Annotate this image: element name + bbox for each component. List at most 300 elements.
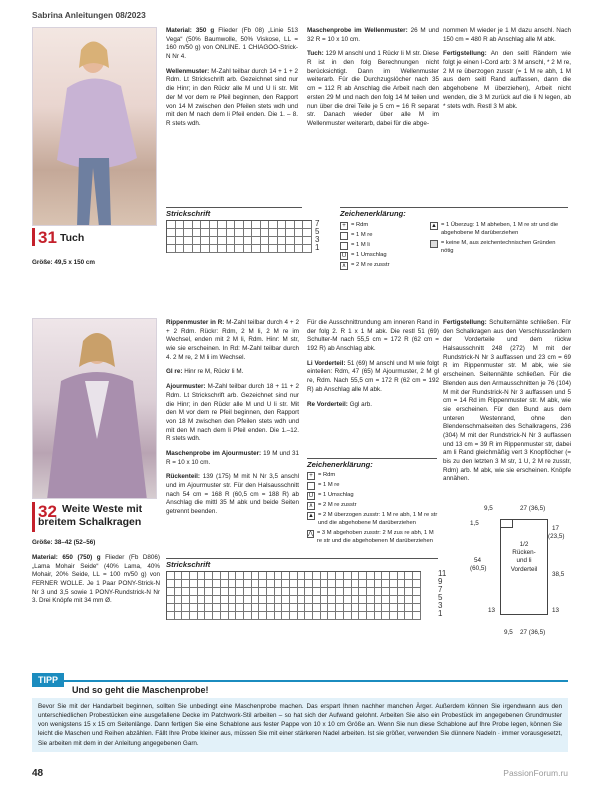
tip-body: Bevor Sie mit der Handarbeit beginnen, sollten Sie unbedingt eine Maschenprobe machen. Das erspart Ihnen nachher manchen Ärger. Außerdem können Sie irgendwann aus den unterschiedlichen Probestücken eine ausgefallene Decke im Patchwork-Stil arbeiten – so hat sich der Aufwand gelohnt. Arbeiten Sie also ein Probestück im angegebenen Grundmuster von wenigstens 15 x 15 cm Seitenlänge. Dann fertigen Sie eine Schablone aus fester Pappe von 10 x 10 cm Größe an. Wenn Sie nun diese Schablone auf Ihre Probe legen, können Sie leicht die Maschen und Reihen abzählen. Fällt Ihre Probe kleiner aus, müssen Sie mit einer stärkeren Nadel arbeiten. Ist sie größer, verwenden Sie dünnere Nadeln · immer vorausgesetzt, Sie arbeiten mit dem in der Anleitung angegebenen Garn. (32, 698, 568, 752)
stitch-cell (303, 237, 312, 245)
stitch-cell (278, 245, 287, 253)
stitch-cell (193, 245, 202, 253)
stitch-cell (290, 580, 298, 588)
stitch-cell (252, 596, 260, 604)
stitch-cell (210, 221, 219, 229)
stitch-chart-31 (166, 220, 312, 253)
stitch-cell (175, 612, 183, 620)
stitch-cell (190, 588, 198, 596)
stitch-cell (286, 237, 295, 245)
stitch-cell (286, 221, 295, 229)
stitch-cell (367, 604, 375, 612)
stitch-cell (182, 588, 190, 596)
stitch-cell (175, 580, 183, 588)
stitch-cell (244, 237, 253, 245)
stitch-cell (375, 604, 383, 612)
stitch-cell (336, 596, 344, 604)
legend-item: = keine M, aus zeichentechnischen Gründen nötig (430, 240, 568, 256)
stitch-cell (175, 596, 183, 604)
stitch-cell (267, 572, 275, 580)
stitch-cell (236, 572, 244, 580)
paragraph: Rückenteil: 139 (175) M mit N Nr 3,5 anschl und im Ajourmuster str. Für den Halsausschnitt nach 54 cm = 168 R (60,5 cm = 188 R) ab Anschlag die mittl 35 M abk und beide Seiten getrennt beenden. (166, 473, 299, 516)
stitch-cell (269, 237, 278, 245)
stitch-cell (321, 612, 329, 620)
stitch-cell (398, 596, 406, 604)
stitch-cell (275, 612, 283, 620)
stitch-cell (167, 612, 175, 620)
paragraph: Fertigstellung: Schulternähte schließen. Für den Schalkragen aus den Verschlussrändern der Vorderteile und dem rückw Halsausschnitt 248 (272) M mit der Rundstrick-N Nr 3 auffassen und 23 cm = 69 R im Rippenmuster str. M abk, wie sie erscheinen. Seitennähte schließen. Für die Blenden aus den Armausschnitten je 76 (104) M mit der Rundstrick-N Nr 3 auffassen und 5 cm = 14 Rd im Rippenmuster str. M abk, wie sie erscheinen. Für den Bund aus dem unteren Westenrand, ohne den Blendenschmalseiten des Schalkragens, 236 (304) M mit der Rundstrick-N Nr 3 auffassen und 13 cm = 39 R im Rippenmuster str, dabei am li Rand gleichmäßig vert 3 Knopflöcher (= bis zu den letzten 3 M str, 1 U, 2 M re zusstr, Rdm) arb. M abk, wie sie erscheinen. Knöpfe annähen. (443, 319, 571, 483)
stitch-cell (282, 572, 290, 580)
stitch-cell (413, 588, 421, 596)
stitch-cell (375, 580, 383, 588)
stitch-cell (390, 604, 398, 612)
material-block (32, 554, 160, 612)
stitch-cell (221, 572, 229, 580)
stitch-cell (305, 580, 313, 588)
stitch-cell (305, 572, 313, 580)
stitch-cell (290, 604, 298, 612)
divider (166, 558, 438, 559)
tip-title: Und so geht die Maschenprobe! (72, 685, 209, 695)
stitch-cell (382, 596, 390, 604)
stitch-cell (328, 596, 336, 604)
stitch-cell (321, 596, 329, 604)
stitch-cell (205, 580, 213, 588)
stitch-cell (267, 604, 275, 612)
stitch-cell (267, 612, 275, 620)
stitch-cell (261, 237, 270, 245)
stitch-cell (328, 612, 336, 620)
stitch-cell (167, 237, 176, 245)
red-marker (32, 502, 35, 532)
stitch-cell (229, 580, 237, 588)
stitch-cell (167, 572, 175, 580)
stitch-cell (390, 596, 398, 604)
stitch-cell (286, 245, 295, 253)
stitch-cell (282, 588, 290, 596)
stitch-cell (210, 229, 219, 237)
stitch-cell (190, 612, 198, 620)
stitch-cell (305, 588, 313, 596)
stitch-cell (352, 612, 360, 620)
stitch-cell (213, 612, 221, 620)
stitch-cell (398, 580, 406, 588)
stitch-cell (213, 588, 221, 596)
stitch-cell (184, 237, 193, 245)
stitch-cell (259, 604, 267, 612)
stitch-cell (261, 221, 270, 229)
stitch-cell (175, 588, 183, 596)
stitch-cell (244, 572, 252, 580)
schema-label: 1/2 Rücken- und li Vorderteil (510, 541, 538, 573)
divider (307, 458, 437, 459)
stitch-cell (236, 596, 244, 604)
stitch-cell (390, 588, 398, 596)
legend-item: ⋀ = 3 M abgehoben zusstr: 2 M zus re abh, 1 M re str und die abgehobenen M darüberziehen (308, 529, 434, 544)
stitch-cell (275, 588, 283, 596)
item31-column-2 (307, 27, 439, 135)
stitch-cell (359, 588, 367, 596)
stitch-cell (375, 596, 383, 604)
stitch-cell (321, 604, 329, 612)
stitch-cell (275, 580, 283, 588)
stitch-cell (190, 572, 198, 580)
stitch-cell (278, 229, 287, 237)
chart-title: Strickschrift (166, 560, 211, 569)
stitch-cell (236, 588, 244, 596)
stitch-cell (413, 572, 421, 580)
stitch-cell (313, 580, 321, 588)
stitch-cell (282, 604, 290, 612)
stitch-cell (244, 588, 252, 596)
stitch-cell (213, 596, 221, 604)
stitch-cell (176, 221, 185, 229)
stitch-cell (336, 580, 344, 588)
legend-list-2 (430, 222, 568, 258)
tip-badge: TIPP (32, 673, 64, 687)
stitch-grid (166, 220, 312, 253)
stitch-cell (375, 588, 383, 596)
stitch-cell (235, 245, 244, 253)
paragraph: Für die Ausschnittrundung am inneren Rand in der folg 2. R 1 x 1 M abk. Die restl 51 (69) Schulter-M nach 55,5 cm = 172 R (62 cm = 192 R) ab Anschlag abk. (307, 319, 439, 353)
legend-item: ▲ = 1 Überzug: 1 M abheben, 1 M re str und die abgehobene M darüberziehen (431, 222, 559, 236)
row-numbers: 7 5 3 1 (315, 219, 320, 252)
stitch-cell (290, 596, 298, 604)
stitch-cell (259, 596, 267, 604)
stitch-cell (295, 221, 304, 229)
stitch-cell (252, 604, 260, 612)
stitch-cell (303, 221, 312, 229)
stitch-cell (295, 237, 304, 245)
stitch-cell (298, 572, 306, 580)
stitch-cell (205, 612, 213, 620)
stitch-cell (198, 572, 206, 580)
item-title-line2: breitem Schalkragen (38, 516, 142, 528)
stitch-cell (313, 604, 321, 612)
stitch-cell (176, 229, 185, 237)
stitch-cell (229, 588, 237, 596)
stitch-cell (398, 572, 406, 580)
paragraph: nommen M wieder je 1 M dazu anschl. Nach 150 cm = 480 R ab Anschlag alle M abk. (443, 27, 571, 43)
legend-item: ∧ = 2 M re zusstr (341, 262, 390, 269)
stitch-cell (352, 572, 360, 580)
legend-list (307, 472, 439, 548)
stitch-cell (176, 237, 185, 245)
stitch-cell (227, 229, 236, 237)
stitch-cell (344, 612, 352, 620)
stitch-cell (193, 229, 202, 237)
stitch-cell (298, 604, 306, 612)
stitch-cell (328, 580, 336, 588)
stitch-cell (229, 596, 237, 604)
stitch-cell (244, 221, 253, 229)
stitch-cell (367, 596, 375, 604)
schematic-diagram: 9,5 27 (36,5) 17 (23,5) 1,5 54 (60,5) 38,5 1/2 Rücken- und li Vorderteil 13 13 9,5 27 (36,5) (470, 505, 565, 636)
stitch-cell (184, 229, 193, 237)
stitch-cell (252, 237, 261, 245)
stitch-cell (259, 588, 267, 596)
stitch-cell (344, 596, 352, 604)
stitch-cell (282, 612, 290, 620)
stitch-cell (367, 588, 375, 596)
stitch-cell (235, 221, 244, 229)
stitch-cell (201, 237, 210, 245)
stitch-cell (328, 604, 336, 612)
item-number: 32 (38, 502, 57, 521)
stitch-cell (221, 580, 229, 588)
legend-item: ▲ = 2 M überzogen zusstr: 1 M re abh, 1 M re str und die abgehobene M darüberziehen (308, 512, 438, 526)
photo-weste (32, 318, 157, 499)
stitch-cell (198, 612, 206, 620)
stitch-cell (390, 580, 398, 588)
stitch-cell (321, 572, 329, 580)
stitch-cell (359, 612, 367, 620)
paragraph: Material: 650 (750) g Flieder (Fb D806) „Lama Mohair Seide“ (40% Lama, 40% Mohair, 20% Seide, LL = 100 m/50 g) von FERNER WOLLE. Je 1 Paar PONY-Strick-N Nr 3 und 3,5 sowie 1 PONY-Rundstrick-N Nr 3. Drei Knöpfe mit 34 mm Ø. (32, 554, 161, 605)
stitch-cell (221, 596, 229, 604)
stitch-cell (221, 588, 229, 596)
stitch-cell (382, 580, 390, 588)
stitch-cell (295, 229, 304, 237)
stitch-cell (167, 221, 176, 229)
legend-item: U = 1 Umschlag (308, 492, 354, 499)
paragraph: Ajourmuster: M-Zahl teilbar durch 18 + 11 + 2 Rdm. Lt Strickschrift arb. Gezeichnet sind nur die Hinr; in den Rückr alle M und U li str. Mit den M vor dem re Pfeil beginnen, den Rapport von 18 M zwischen den Pfeilen stets wdh und mit den M nach dem li Pfeil enden. Die 1.–12. R stets wdh. (166, 383, 299, 443)
stitch-cell (282, 596, 290, 604)
stitch-cell (305, 612, 313, 620)
stitch-cell (367, 572, 375, 580)
item32-column-3 (443, 319, 571, 490)
legend-item: + = Rdm (307, 472, 439, 480)
stitch-cell (198, 588, 206, 596)
stitch-cell (252, 612, 260, 620)
stitch-cell (259, 580, 267, 588)
paragraph: Gl re: Hinr re M, Rückr li M. (166, 368, 244, 376)
stitch-cell (286, 229, 295, 237)
item31-column-3 (443, 27, 571, 117)
stitch-cell (259, 572, 267, 580)
item-size: Größe: 49,5 x 150 cm (32, 259, 96, 266)
stitch-cell (313, 612, 321, 620)
paragraph: Li Vorderteil: 51 (69) M anschl und M wie folgt einteilen: Rdm, 47 (65) M Ajourmuster, 2 M gl re, Rdm. Nach 55,5 cm = 172 R (62 cm = 192 R) ab Anschlag alle M abk. (307, 359, 439, 393)
stitch-cell (305, 596, 313, 604)
stitch-cell (235, 229, 244, 237)
stitch-cell (375, 612, 383, 620)
stitch-cell (167, 588, 175, 596)
stitch-cell (382, 572, 390, 580)
stitch-cell (413, 604, 421, 612)
stitch-cell (244, 604, 252, 612)
legend-list (340, 222, 430, 272)
stitch-cell (267, 580, 275, 588)
stitch-cell (305, 604, 313, 612)
stitch-cell (244, 245, 253, 253)
stitch-cell (182, 596, 190, 604)
stitch-cell (313, 596, 321, 604)
stitch-cell (252, 229, 261, 237)
stitch-cell (290, 612, 298, 620)
stitch-cell (336, 612, 344, 620)
stitch-cell (367, 580, 375, 588)
page-header: Sabrina Anleitungen 08/2023 (32, 10, 146, 20)
stitch-cell (278, 237, 287, 245)
stitch-cell (269, 229, 278, 237)
photo-tuch (32, 27, 157, 226)
stitch-cell (210, 245, 219, 253)
stitch-cell (390, 612, 398, 620)
stitch-cell (344, 572, 352, 580)
stitch-cell (269, 221, 278, 229)
paragraph: Maschenprobe im Wellenmuster: 26 M und 32 R = 10 x 10 cm. (307, 27, 439, 43)
stitch-cell (344, 588, 352, 596)
stitch-cell (382, 612, 390, 620)
stitch-cell (278, 221, 287, 229)
stitch-cell (367, 612, 375, 620)
stitch-cell (298, 588, 306, 596)
stitch-cell (405, 604, 413, 612)
stitch-cell (201, 245, 210, 253)
item-number: 31 (38, 228, 57, 247)
stitch-cell (235, 237, 244, 245)
item-title-line1: Weite Weste mit (62, 503, 143, 515)
watermark: PassionForum.ru (503, 768, 568, 778)
stitch-cell (382, 588, 390, 596)
chart-title: Strickschrift (166, 209, 211, 218)
stitch-cell (382, 604, 390, 612)
stitch-cell (252, 572, 260, 580)
stitch-cell (229, 572, 237, 580)
stitch-cell (352, 604, 360, 612)
item-size: Größe: 38–42 (52–56) (32, 539, 96, 546)
stitch-cell (244, 596, 252, 604)
stitch-cell (352, 596, 360, 604)
stitch-cell (184, 221, 193, 229)
stitch-cell (359, 580, 367, 588)
paragraph: Material: 350 g Flieder (Fb 08) „Linie 513 Vega“ (50% Baumwolle, 50% Viskose, LL = 160 m/50 g) von ONLINE. 1 CHIAGOO-Strick-N Nr 4. (166, 27, 298, 61)
stitch-cell (227, 221, 236, 229)
page-number: 48 (32, 768, 44, 779)
stitch-cell (182, 604, 190, 612)
stitch-cell (398, 612, 406, 620)
stitch-cell (282, 580, 290, 588)
stitch-cell (252, 221, 261, 229)
stitch-cell (359, 596, 367, 604)
stitch-cell (328, 588, 336, 596)
stitch-cell (269, 245, 278, 253)
stitch-cell (313, 572, 321, 580)
divider (340, 207, 568, 208)
paragraph: Fertigstellung: An den seitl Rändern wie folgt je einen I-Cord arb: 3 M anschl, * 2 M re, 2 M re überzogen zusstr (= 1 M re abh, 1 M aus dem seitl Rand auffassen, dann die abgehobene M überziehen), Arbeit nicht wenden, die 3 M zurück auf die li N legen, ab * stets wdh. Restl 3 M abk. (443, 50, 571, 110)
stitch-cell (167, 229, 176, 237)
stitch-cell (229, 612, 237, 620)
stitch-cell (398, 604, 406, 612)
stitch-cell (390, 572, 398, 580)
stitch-grid (166, 571, 421, 620)
stitch-cell (205, 596, 213, 604)
stitch-cell (227, 245, 236, 253)
stitch-cell (213, 572, 221, 580)
legend-item: ∧ = 2 M re zusstr (308, 502, 357, 509)
stitch-cell (267, 588, 275, 596)
stitch-cell (352, 580, 360, 588)
stitch-cell (236, 612, 244, 620)
paragraph: Wellenmuster: M-Zahl teilbar durch 14 + 1 + 2 Rdm. Lt Strickschrift arb. Gezeichnet sind nur die Hinr; in den Rückr alle M und U li str. Mit der M vor dem re Pfeil beginnen, den Rapport von 14 M zwischen den Pfeilen stets wdh und mit den M nach dem li Pfeil enden. Die 1. – 8. R stets wdh. (166, 67, 298, 127)
stitch-cell (359, 572, 367, 580)
stitch-cell (175, 604, 183, 612)
stitch-cell (167, 596, 175, 604)
stitch-cell (167, 245, 176, 253)
stitch-cell (321, 588, 329, 596)
stitch-cell (213, 604, 221, 612)
stitch-cell (336, 604, 344, 612)
stitch-cell (205, 572, 213, 580)
stitch-cell (405, 612, 413, 620)
stitch-cell (413, 580, 421, 588)
stitch-cell (218, 229, 227, 237)
legend-item: = 1 M re (307, 482, 439, 490)
stitch-cell (193, 237, 202, 245)
stitch-cell (290, 572, 298, 580)
stitch-cell (398, 588, 406, 596)
stitch-cell (244, 612, 252, 620)
stitch-cell (190, 580, 198, 588)
stitch-cell (182, 580, 190, 588)
stitch-cell (167, 580, 175, 588)
paragraph: Maschenprobe im Ajourmuster: 19 M und 31 R = 10 x 10 cm. (166, 449, 299, 466)
stitch-cell (175, 572, 183, 580)
stitch-cell (405, 580, 413, 588)
stitch-cell (303, 229, 312, 237)
stitch-cell (193, 221, 202, 229)
stitch-cell (210, 237, 219, 245)
stitch-cell (328, 572, 336, 580)
stitch-cell (198, 580, 206, 588)
stitch-cell (218, 237, 227, 245)
stitch-cell (227, 237, 236, 245)
model-illustration-icon (33, 28, 157, 226)
legend-title: Zeichenerklärung: (307, 460, 373, 469)
item-title: Tuch (60, 232, 85, 244)
stitch-cell (290, 588, 298, 596)
stitch-cell (359, 604, 367, 612)
stitch-cell (244, 229, 253, 237)
item31-column-1 (166, 27, 298, 135)
stitch-cell (275, 596, 283, 604)
stitch-cell (198, 596, 206, 604)
stitch-cell (375, 572, 383, 580)
stitch-cell (190, 604, 198, 612)
stitch-cell (244, 580, 252, 588)
stitch-cell (336, 588, 344, 596)
stitch-cell (182, 612, 190, 620)
stitch-cell (261, 245, 270, 253)
stitch-cell (218, 245, 227, 253)
stitch-cell (336, 572, 344, 580)
stitch-cell (205, 604, 213, 612)
stitch-cell (405, 596, 413, 604)
stitch-cell (405, 572, 413, 580)
stitch-cell (236, 604, 244, 612)
stitch-cell (321, 580, 329, 588)
stitch-cell (167, 604, 175, 612)
stitch-cell (252, 580, 260, 588)
stitch-cell (182, 572, 190, 580)
stitch-cell (413, 612, 421, 620)
stitch-cell (252, 588, 260, 596)
stitch-cell (198, 604, 206, 612)
stitch-cell (259, 612, 267, 620)
stitch-cell (229, 604, 237, 612)
stitch-cell (201, 221, 210, 229)
stitch-cell (213, 580, 221, 588)
